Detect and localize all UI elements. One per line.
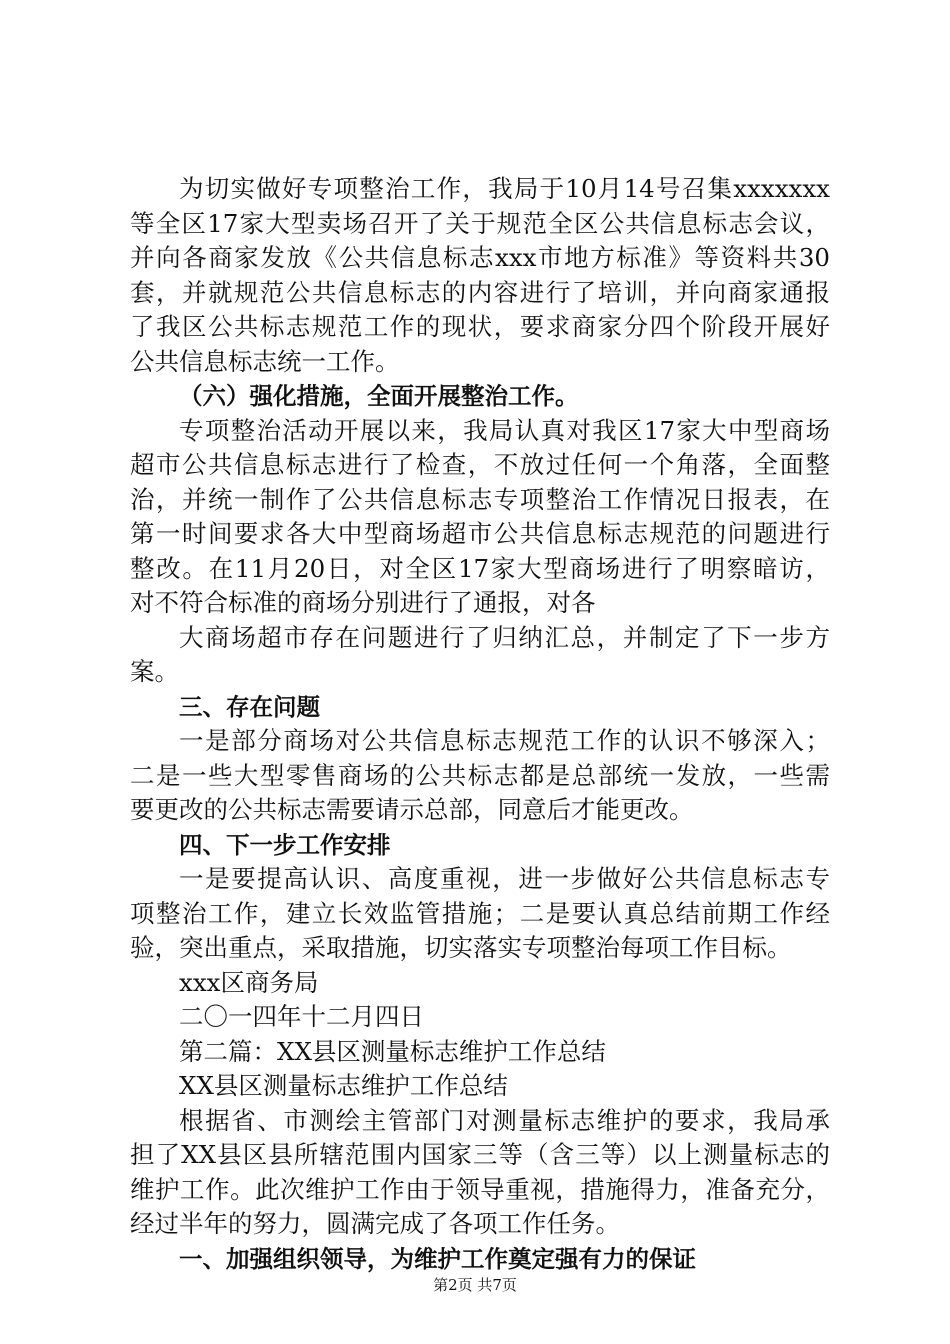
section-heading: 四、下一步工作安排: [179, 830, 391, 859]
section-heading: 一、加强组织领导，为维护工作奠定强有力的保证: [179, 1244, 696, 1273]
paragraph-line: 案。: [130, 657, 179, 686]
paragraph-line: 大商场超市存在问题进行了归纳汇总，并制定了下一步方: [179, 622, 830, 652]
paragraph-line: 项整治工作，建立长效监管措施；二是要认真总结前期工作经: [130, 898, 830, 928]
paragraph-line: 对不符合标准的商场分别进行了通报，对各: [130, 588, 596, 617]
paragraph-line: 等全区17家大型卖场召开了关于规范全区公共信息标志会议，: [130, 208, 830, 238]
document-title: XX县区测量标志维护工作总结: [179, 1071, 508, 1100]
paragraph-line: 为切实做好专项整治工作，我局于10月14号召集xxxxxxx: [179, 174, 830, 203]
chapter-title: 第二篇：XX县区测量标志维护工作总结: [179, 1036, 606, 1066]
paragraph-line: 要更改的公共标志需要请示总部，同意后才能更改。: [130, 795, 694, 824]
signature-organization: xxx区商务局: [179, 967, 319, 997]
paragraph-line: 整改。在11月20日，对全区17家大型商场进行了明察暗访，: [130, 553, 830, 583]
paragraph-line: 第一时间要求各大中型商场超市公共信息标志规范的问题进行: [130, 519, 830, 548]
section-heading: 三、存在问题: [179, 692, 320, 721]
paragraph-line: 治，并统一制作了公共信息标志专项整治工作情况日报表，在: [130, 484, 830, 514]
paragraph-line: 一是部分商场对公共信息标志规范工作的认识不够深入；: [179, 726, 830, 755]
paragraph-line: 套，并就规范公共信息标志的内容进行了培训，并向商家通报: [130, 277, 830, 307]
page-number-footer: 第2页 共7页: [433, 1276, 517, 1294]
paragraph-line: 公共信息标志统一工作。: [130, 346, 400, 376]
paragraph-line: 超市公共信息标志进行了检查，不放过任何一个角落，全面整: [130, 450, 830, 479]
paragraph-line: 担了XX县区县所辖范围内国家三等（含三等）以上测量标志的: [130, 1140, 830, 1169]
paragraph-line: 二是一些大型零售商场的公共标志都是总部统一发放，一些需: [130, 760, 830, 790]
paragraph-line: 经过半年的努力，圆满完成了各项工作任务。: [130, 1209, 620, 1238]
paragraph-line: 根据省、市测绘主管部门对测量标志维护的要求，我局承: [179, 1105, 830, 1135]
paragraph-line: 并向各商家发放《公共信息标志xxx市地方标准》等资料共30: [130, 243, 830, 272]
paragraph-line: 一是要提高认识、高度重视，进一步做好公共信息标志专: [179, 864, 830, 893]
paragraph-line: 了我区公共标志规范工作的现状，要求商家分四个阶段开展好: [130, 312, 830, 341]
signature-date: 二〇一四年十二月四日: [179, 1002, 424, 1031]
document-body: [130, 172, 830, 1276]
section-heading: （六）强化措施，全面开展整治工作。: [179, 382, 579, 410]
paragraph-line: 验，突出重点，采取措施，切实落实专项整治每项工作目标。: [130, 933, 792, 962]
paragraph-line: 维护工作。此次维护工作由于领导重视，措施得力，准备充分，: [130, 1174, 830, 1204]
paragraph-line: 专项整治活动开展以来，我局认真对我区17家大中型商场: [179, 415, 830, 445]
